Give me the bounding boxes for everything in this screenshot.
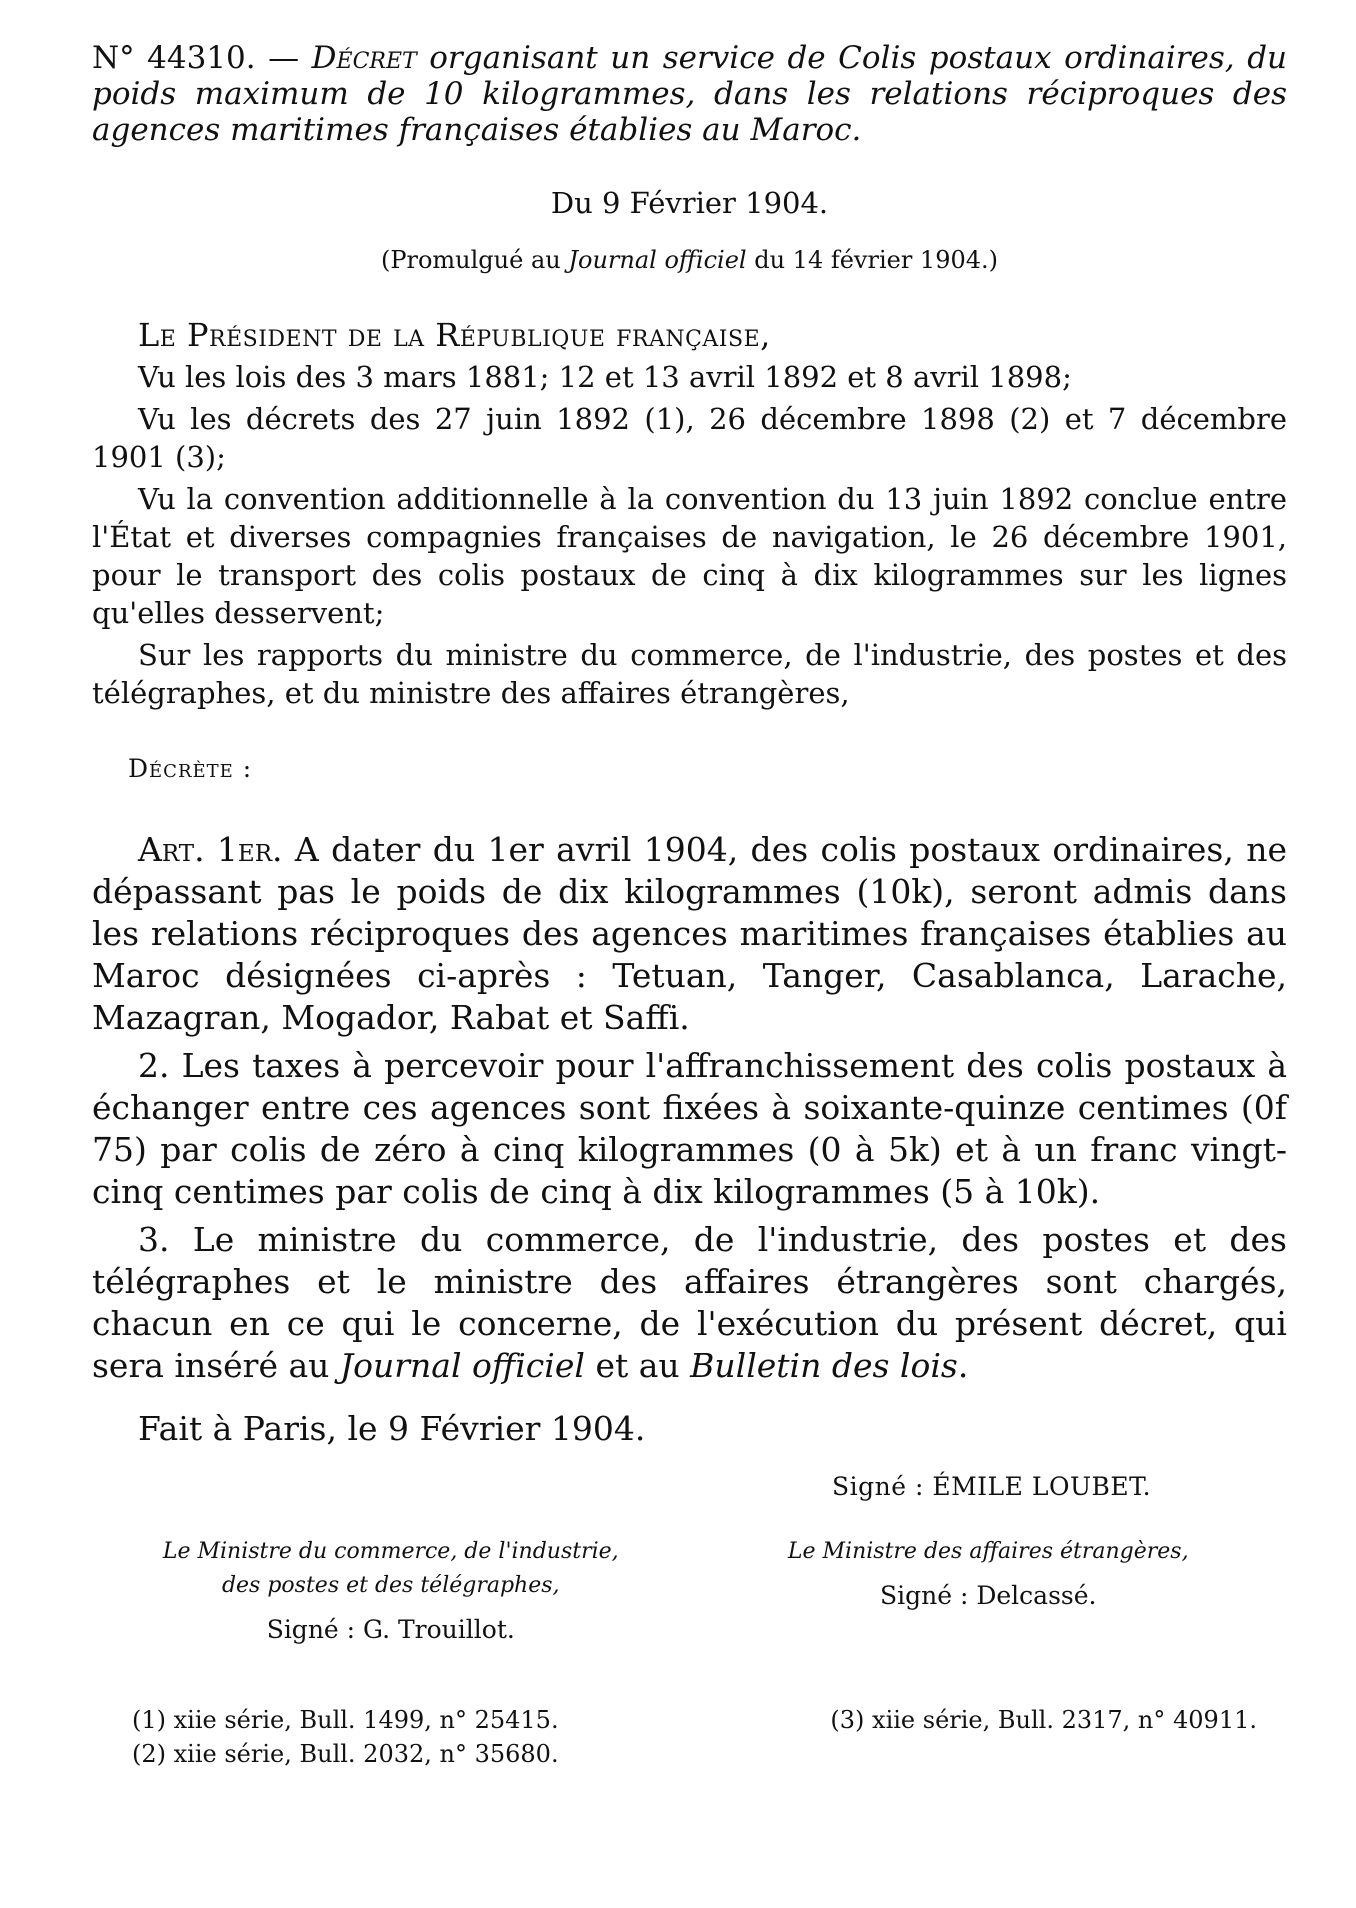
decree-word: Décret: [311, 40, 417, 76]
decree-title: organisant un service de Colis postaux ordinaires, du poids maximum de 10 kilogrammes, dans les relations réciproques des agences maritimes françaises établies au Maroc.: [92, 40, 1287, 148]
president-heading: Le Président de la République française,: [138, 316, 771, 354]
promulgation-journal: Journal officiel: [568, 246, 747, 274]
article-3: [92, 1219, 1287, 1387]
article-3-journal: Journal officiel: [339, 1346, 585, 1385]
minister-affaires: [690, 1535, 1288, 1647]
decree-number: N° 44310. —: [92, 40, 300, 76]
vu-laws: Vu les lois des 3 mars 1881; 12 et 13 avril 1892 et 8 avril 1898;: [138, 360, 1072, 394]
article-3-text: 3. Le ministre du commerce, de l'industrie, des postes et des télégraphes et le ministre des affaires étrangères sont chargés, chacun en ce qui le concerne, de l'exécution du présent décret, qui sera inséré au: [92, 1220, 1287, 1385]
footnote-1: (1) xiie série, Bull. 1499, n° 25415.: [132, 1706, 559, 1734]
president-signature: Signé : ÉMILE LOUBET.: [832, 1472, 1152, 1501]
decrete-heading: Décrète :: [128, 754, 253, 783]
article-1: [92, 829, 1287, 1039]
promulgation-before: (Promulgué au: [380, 246, 561, 274]
minister-commerce-signature: Signé : G. Trouillot.: [266, 1615, 515, 1644]
footnotes: [92, 1703, 1287, 1771]
footnotes-left: [92, 1703, 559, 1771]
article-3-mid: et au: [595, 1346, 680, 1385]
minister-commerce-role-2: des postes et des télégraphes,: [221, 1573, 560, 1598]
minister-affaires-signature: Signé : Delcassé.: [880, 1581, 1097, 1610]
minister-commerce: [92, 1535, 690, 1647]
promulgation-after: du 14 février 1904.): [754, 246, 999, 274]
article-1-text: A dater du 1er avril 1904, des colis postaux ordinaires, ne dépassant pas le poids de dix kilogrammes (10k), seront admis dans les relations réciproques des agences maritimes françaises établies au Maroc désignées ci-après : Tetuan, Tanger, Casablanca, Larache, Mazagran, Mogador, Rabat et Saffi.: [92, 830, 1287, 1037]
promulgation-note: [92, 246, 1287, 274]
minister-signatures: [92, 1535, 1287, 1647]
article-1-label: Art. 1er.: [138, 830, 283, 869]
document-page: [92, 40, 1287, 1771]
article-3-end: .: [957, 1346, 969, 1385]
footnote-2: (2) xiie série, Bull. 2032, n° 35680.: [132, 1740, 559, 1768]
decree-header: [92, 40, 1287, 148]
article-3-bulletin: Bulletin des lois: [690, 1346, 958, 1385]
footnote-3: (3) xiie série, Bull. 2317, n° 40911.: [830, 1706, 1257, 1734]
minister-affaires-role: Le Ministre des affaires étrangères,: [787, 1539, 1189, 1564]
vu-convention: Vu la convention additionnelle à la convention du 13 juin 1892 conclue entre l'État et diverses compagnies françaises de navigation, le 26 décembre 1901, pour le transport des colis postaux de cinq à dix kilogrammes sur les lignes qu'elles desservent;: [92, 482, 1287, 630]
article-2: 2. Les taxes à percevoir pour l'affranchissement des colis postaux à échanger entre ces agences sont fixées à soixante-quinze centimes (0f 75) par colis de zéro à cinq kilogrammes (0 à 5k) et à un franc vingt-cinq centimes par colis de cinq à dix kilogrammes (5 à 10k).: [92, 1046, 1287, 1211]
fait-a-paris: Fait à Paris, le 9 Février 1904.: [138, 1409, 646, 1448]
decree-date: Du 9 Février 1904.: [550, 186, 829, 220]
vu-decrets: Vu les décrets des 27 juin 1892 (1), 26 décembre 1898 (2) et 7 décembre 1901 (3);: [92, 402, 1287, 474]
footnotes-right: [830, 1703, 1287, 1771]
sur-rapports: Sur les rapports du ministre du commerce, de l'industrie, des postes et des télégraphes, et du ministre des affaires étrangères,: [92, 638, 1287, 710]
minister-commerce-role-1: Le Ministre du commerce, de l'industrie,: [162, 1539, 619, 1564]
